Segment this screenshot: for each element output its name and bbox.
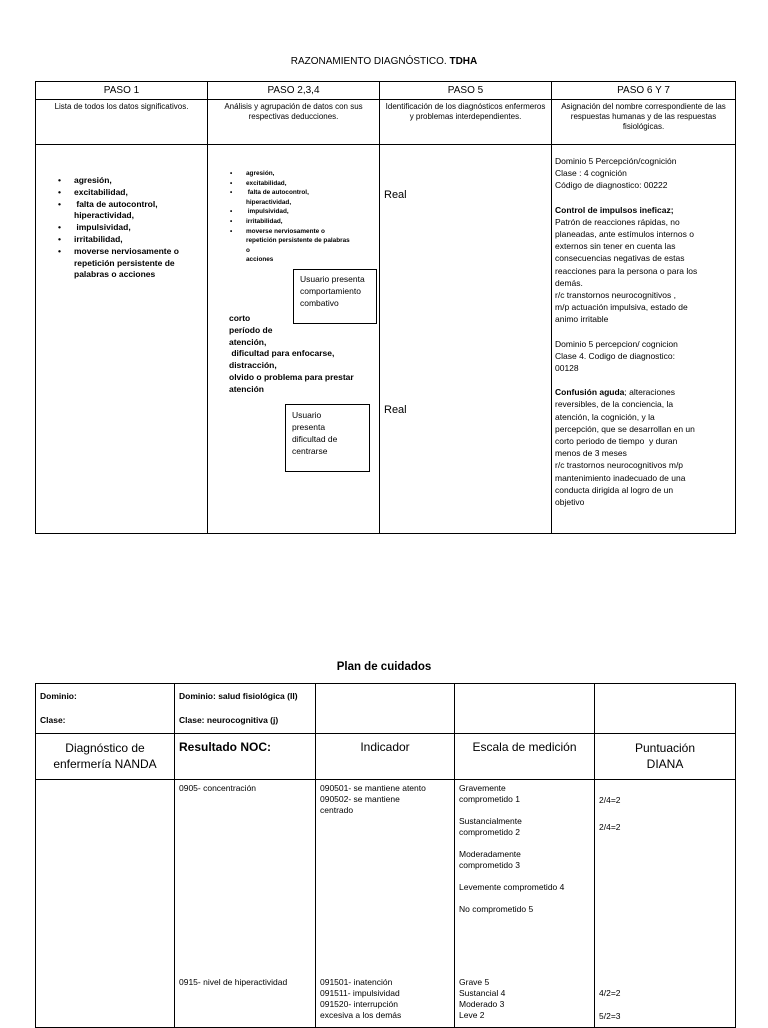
list-item: • excitabilidad,	[230, 179, 287, 187]
plan-body-row	[36, 780, 736, 1028]
bullet-icon: •	[230, 179, 233, 187]
noc-concentracion: 0905- concentración	[179, 783, 257, 793]
document-title-text: RAZONAMIENTO DIAGNÓSTICO.	[290, 56, 447, 67]
real-label-1: Real	[384, 189, 407, 201]
list-item: • irritabilidad,	[230, 217, 283, 225]
bullet-icon: •	[58, 233, 61, 244]
paso-2-list	[228, 169, 378, 265]
paso-5-cell	[380, 145, 552, 534]
dominio-label: Dominio:	[40, 691, 77, 701]
list-item: • moverse nerviosamente o	[58, 245, 179, 256]
empty-cell	[455, 684, 595, 734]
table1-description-row	[36, 100, 736, 145]
scale-cell	[455, 780, 595, 1028]
indicator-cell	[316, 780, 455, 1028]
desc-paso-2-3-4: Análisis y agrupación de datos con sus respectivas deducciones.	[208, 100, 380, 145]
list-item-continuation: palabras o acciones	[74, 269, 156, 280]
list-item: • moverse nerviosamente o	[230, 227, 325, 235]
document-title-bold: TDHA	[449, 56, 478, 67]
noc-cell	[175, 780, 316, 1028]
list-item: • agresión,	[230, 170, 275, 177]
header-paso-1: PASO 1	[36, 82, 208, 100]
empty-cell	[316, 684, 455, 734]
diagnosis-title-impulse: Control de impulsos ineficaz;	[555, 204, 674, 215]
paso-6-7-cell	[552, 145, 736, 534]
clase-label: Clase:	[40, 715, 66, 725]
diana-score: 4/2=2	[599, 988, 621, 998]
paso-1-list	[58, 175, 206, 281]
indicators-row1: 090501- se mantiene atento 090502- se mantiene centrado	[320, 783, 426, 815]
bullet-icon: •	[230, 227, 233, 235]
plan-title: Plan de cuidados	[336, 661, 432, 673]
list-item: • falta de autocontrol,	[230, 189, 309, 197]
noc-hiperactividad: 0915- nivel de hiperactividad	[179, 977, 288, 987]
desc-paso-6-7: Asignación del nombre correspondiente de las respuestas humanas y de las respuestas fisiológicas.	[552, 100, 736, 145]
empty-cell	[595, 684, 736, 734]
diana-score: 2/4=2	[599, 795, 621, 805]
note-box-focus: Usuario presenta dificultad de centrarse	[285, 404, 370, 472]
diana-score: 2/4=2	[599, 822, 621, 832]
plan-domain-values	[175, 684, 316, 734]
list-item: • impulsividad,	[230, 208, 289, 216]
table1-header-row	[36, 82, 736, 100]
paso-1-cell	[36, 145, 208, 534]
list-item: • impulsividad,	[58, 222, 131, 233]
plan-domain-labels	[36, 684, 175, 734]
bullet-icon: •	[58, 222, 61, 233]
paso-2-3-4-cell	[208, 145, 380, 534]
header-indicador: Indicador	[316, 734, 455, 780]
list-item-continuation: hiperactividad,	[246, 198, 292, 206]
header-paso-2-3-4: PASO 2,3,4	[208, 82, 380, 100]
scale-row1: Gravemente comprometido 1 Sustancialmente comprometido 2 Moderadamente comprometido 3 Levemente comprometido 4 No comprometido 5	[459, 783, 565, 914]
desc-paso-1: Lista de todos los datos significativos.	[36, 100, 208, 145]
list-item-continuation: repetición persistente de palabras	[246, 237, 350, 245]
diana-score: 5/2=3	[599, 1011, 621, 1021]
header-escala: Escala de medición	[455, 734, 595, 780]
indicators-row2: 091501- inatención 091511- impulsividad 091520- interrupción excesiva a los demás	[320, 977, 402, 1020]
diana-cell	[595, 780, 736, 1028]
list-item-continuation: hiperactividad,	[74, 210, 134, 221]
header-paso-6-7: PASO 6 Y 7	[552, 82, 736, 100]
bullet-icon: •	[58, 198, 61, 209]
header-paso-5: PASO 5	[380, 82, 552, 100]
list-item: • agresión,	[58, 175, 112, 185]
header-diana: Puntuación DIANA	[595, 734, 736, 780]
header-noc: Resultado NOC:	[175, 734, 316, 780]
diagnosis-description: Dominio 5 Percepción/cognición Clase : 4 cognición Código de diagnostico: 00222 Control de impulsos ineficaz; Patrón de reacciones rápidas, no planeadas, ante estímulos internos o externos sin tener en cuenta las consecuencias negativas de estas reacciones para la persona o para los demás. r/c transtornos neurocognitivos , m/p actuación impulsiva, estado de animo irritable Dominio 5 percepcion/ cognicion Clase 4. Codigo de diagnostico: 00128 Confusión aguda; alteraciones reversibles, de la conciencia, la atención, la cognición, y la percepción, que se desarrollan en un corto periodo de tiempo y duran menos de 3 meses r/c trastornos neurocognitivos m/p mantenimiento inadecuado de una conducta dirigida al logro de un objetivo	[555, 155, 733, 508]
diagnosis-title-confusion: Confusión aguda	[555, 387, 625, 398]
header-nanda: Diagnóstico de enfermería NANDA	[36, 734, 175, 780]
table1-body-row	[36, 145, 736, 534]
nanda-cell	[36, 780, 175, 1028]
diagnostic-reasoning-table	[35, 81, 736, 534]
real-label-2: Real	[384, 404, 407, 416]
bullet-icon: •	[230, 217, 233, 225]
note-box-combative: Usuario presenta comportamiento combativo	[293, 269, 377, 324]
bullet-icon: •	[230, 170, 233, 177]
list-item: • falta de autocontrol,	[58, 198, 158, 209]
plan-header-row	[36, 734, 736, 780]
bullet-icon: •	[230, 208, 233, 216]
bullet-icon: •	[58, 186, 61, 197]
dominio-value: Dominio: salud fisiológica (II)	[179, 691, 298, 701]
care-plan-table	[35, 683, 736, 1028]
bullet-icon: •	[58, 245, 61, 256]
plan-domain-row	[36, 684, 736, 734]
attention-symptoms: corto período de atención, dificultad para enfocarse, distracción, olvido o problema para prestar atención	[229, 313, 354, 394]
scale-row2: Grave 5 Sustancial 4 Moderado 3 Leve 2	[459, 977, 506, 1020]
document-title	[0, 56, 768, 67]
bullet-icon: •	[230, 189, 233, 197]
bullet-icon: •	[58, 175, 61, 185]
list-item: • excitabilidad,	[58, 186, 128, 197]
list-item: • irritabilidad,	[58, 233, 123, 244]
list-item-continuation: acciones	[246, 256, 274, 264]
list-item-continuation: repetición persistente de	[74, 257, 175, 268]
list-item-continuation: o	[246, 246, 250, 254]
desc-paso-5: Identificación de los diagnósticos enfermeros y problemas interdependientes.	[380, 100, 552, 145]
clase-value: Clase: neurocognitiva (j)	[179, 715, 279, 725]
